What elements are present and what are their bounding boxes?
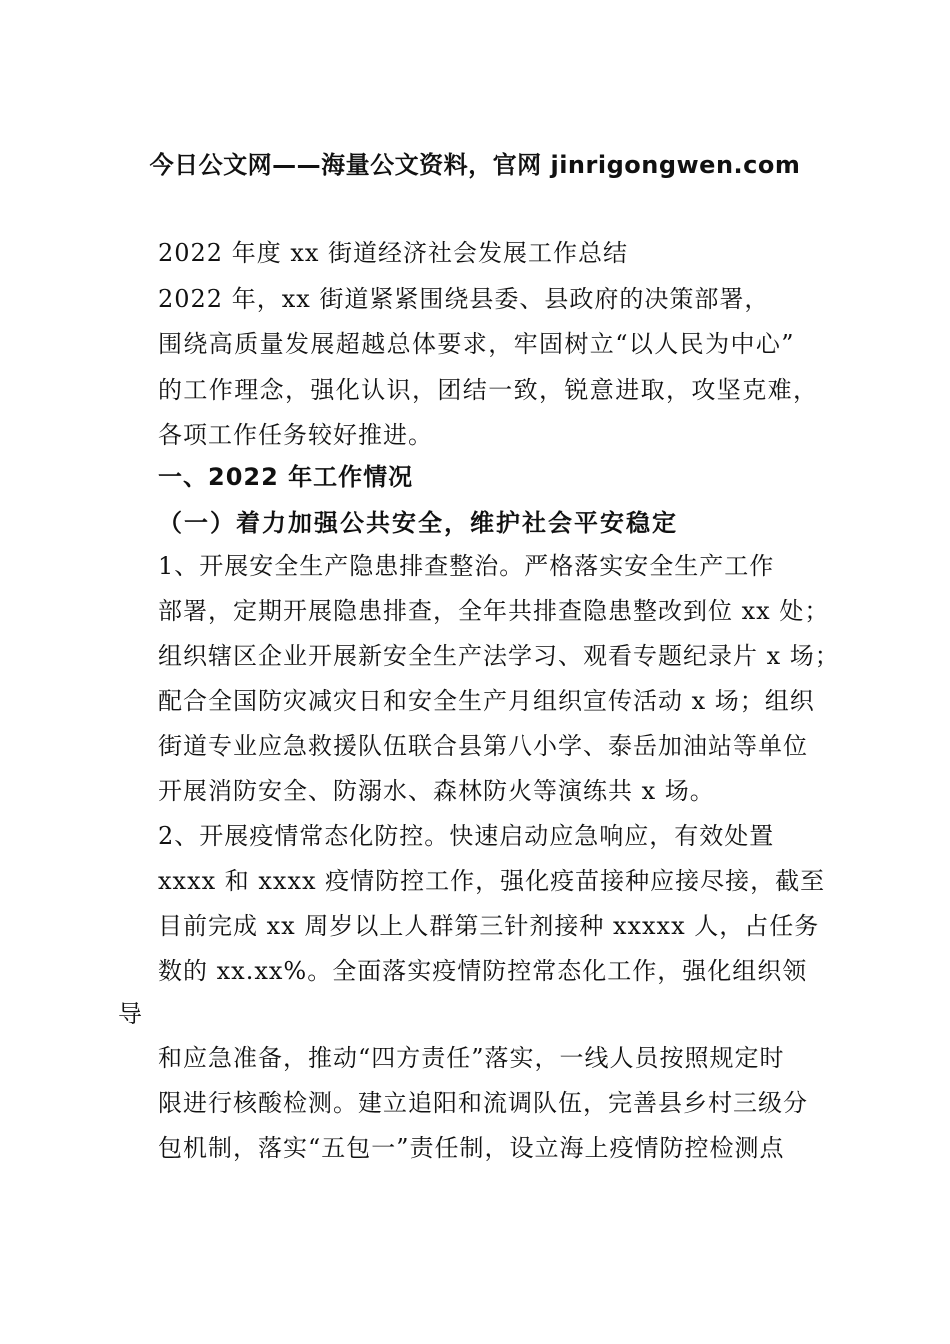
subsection-heading: （一）着力加强公共安全，维护社会平安稳定: [158, 508, 678, 537]
paragraph-line: 目前完成 xx 周岁以上人群第三针剂接种 xxxxx 人，占任务: [158, 912, 820, 940]
intro-line: 各项工作任务较好推进。: [158, 421, 433, 449]
intro-line: 围绕高质量发展超越总体要求，牢固树立“以人民为中心”: [158, 330, 795, 358]
paragraph-line: 2、开展疫情常态化防控。快速启动应急响应，有效处置: [158, 822, 775, 850]
paragraph-line: 1、开展安全生产隐患排查整治。严格落实安全生产工作: [158, 552, 775, 580]
paragraph-line: 部署，定期开展隐患排查，全年共排查隐患整改到位 xx 处；: [158, 597, 830, 625]
paragraph-line: 包机制，落实“五包一”责任制，设立海上疫情防控检测点: [158, 1134, 785, 1162]
section-heading: 一、2022 年工作情况: [158, 463, 414, 491]
paragraph-line: 街道专业应急救援队伍联合县第八小学、泰岳加油站等单位: [158, 732, 808, 760]
paragraph-line: 配合全国防灾减灾日和安全生产月组织宣传活动 x 场；组织: [158, 687, 815, 715]
paragraph-line: 和应急准备，推动“四方责任”落实，一线人员按照规定时: [158, 1044, 785, 1072]
document-title: 2022 年度 xx 街道经济社会发展工作总结: [158, 239, 629, 267]
orphan-character: 导: [118, 1000, 143, 1028]
paragraph-line: 开展消防安全、防溺水、森林防火等演练共 x 场。: [158, 777, 715, 805]
paragraph-line: 限进行核酸检测。建立追阳和流调队伍，完善县乡村三级分: [158, 1089, 808, 1117]
paragraph-line: 组织辖区企业开展新安全生产法学习、观看专题纪录片 x 场；: [158, 642, 840, 670]
paragraph-line: xxxx 和 xxxx 疫情防控工作，强化疫苗接种应接尽接，截至: [158, 867, 826, 895]
intro-line: 的工作理念，强化认识，团结一致，锐意进取，攻坚克难，: [158, 376, 819, 404]
paragraph-line: 数的 xx.xx%。全面落实疫情防控常态化工作，强化组织领: [158, 957, 808, 985]
intro-line: 2022 年，xx 街道紧紧围绕县委、县政府的决策部署，: [158, 285, 770, 313]
site-banner: 今日公文网——海量公文资料，官网 jinrigongwen.com: [149, 151, 801, 179]
